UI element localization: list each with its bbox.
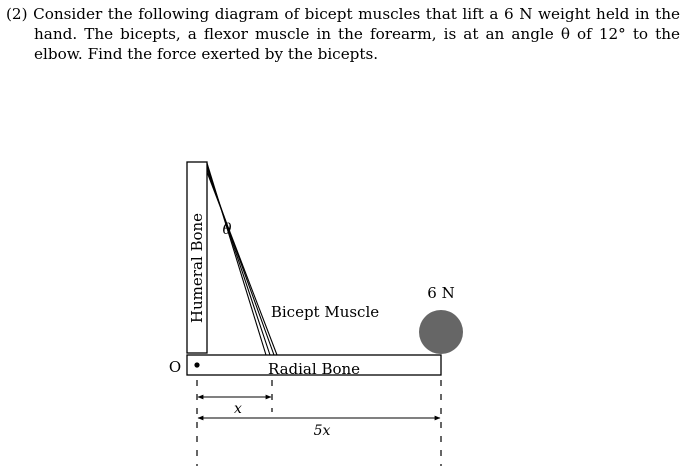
bicept-muscle-label: Bicept Muscle bbox=[270, 303, 380, 321]
weight-ball bbox=[419, 310, 463, 354]
dimension-5x-label: 5x bbox=[313, 423, 331, 439]
problem-line-3: elbow. Find the force exerted by the bicepts. bbox=[34, 45, 379, 63]
bicept-muscle bbox=[207, 163, 277, 355]
pivot-dot bbox=[194, 362, 199, 367]
problem-line-1-text: Consider the following diagram of bicept muscles that lift a 6 N weight held in the bbox=[33, 5, 680, 23]
humeral-bone-label: Humeral Bone bbox=[188, 212, 206, 324]
dimension-x-label: x bbox=[234, 401, 242, 417]
radial-bone-label: Radial Bone bbox=[267, 360, 361, 378]
problem-line-2: hand. The bicepts, a flexor muscle in the forearm, is at an angle θ of 12° to the bbox=[34, 25, 680, 43]
pivot-label: O bbox=[168, 358, 182, 376]
angle-theta-label: θ bbox=[222, 220, 232, 238]
weight-label: 6 N bbox=[427, 284, 455, 302]
problem-number: (2) bbox=[6, 5, 28, 23]
